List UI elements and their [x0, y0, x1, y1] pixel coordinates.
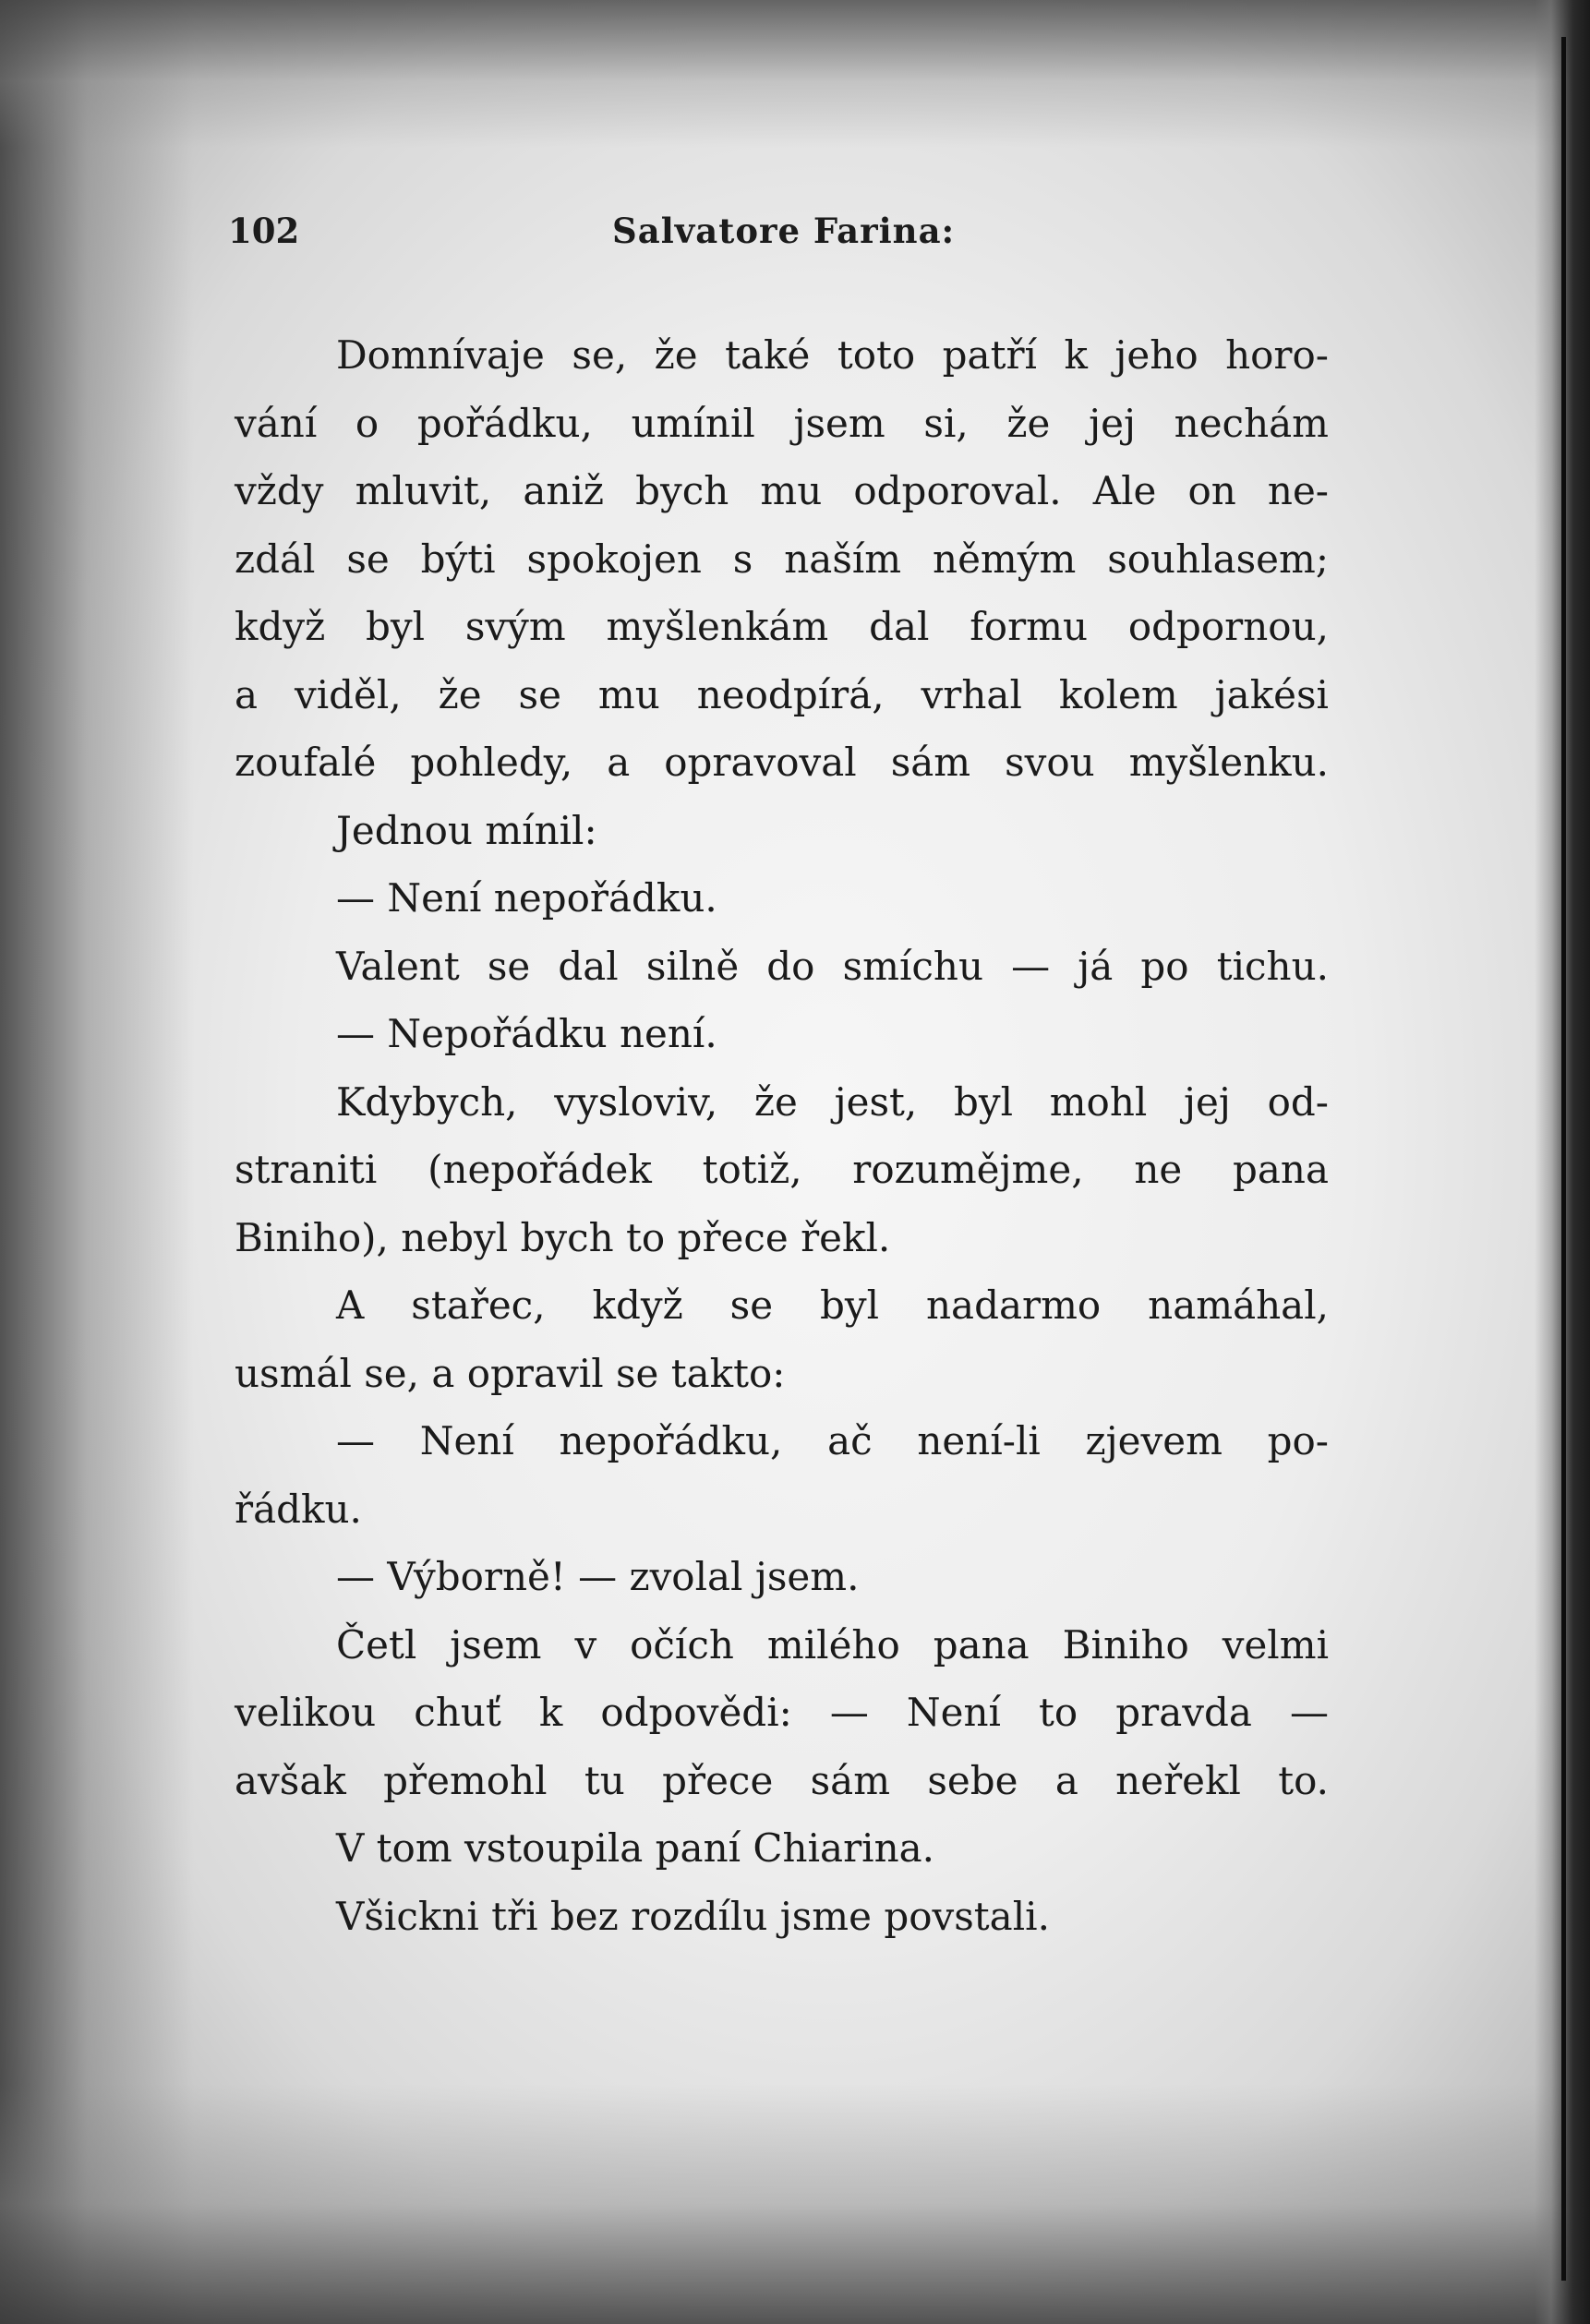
text-line: avšak přemohl tu přece sám sebe a neřekl to. [235, 1757, 1329, 1803]
binding-line [1561, 37, 1566, 2281]
text-line: řádku. [235, 1486, 362, 1532]
text-line: zoufalé pohledy, a opravoval sám svou myšlenku. [235, 740, 1329, 785]
text-line: Četl jsem v očích milého pana Biniho velmi [336, 1621, 1329, 1668]
text-line: Jednou mínil: [336, 807, 597, 853]
text-line: velikou chuť k odpovědi: — Není to pravda — [235, 1690, 1329, 1735]
text-line: — Výborně! — zvolal jsem. [336, 1554, 860, 1599]
text-line: V tom vstoupila paní Chiarina. [336, 1825, 935, 1871]
running-head: Salvatore Farina: [612, 211, 956, 251]
text-line: A stařec, když se byl nadarmo namáhal, [336, 1282, 1329, 1328]
page-shadow-top [0, 0, 1590, 148]
page-number: 102 [228, 211, 300, 251]
page-shadow-bottom [0, 2084, 1590, 2324]
text-line: Domnívaje se, že také toto patří k jeho horo- [336, 332, 1329, 378]
text-line: Kdybych, vysloviv, že jest, byl mohl jej od- [336, 1078, 1329, 1125]
text-line: usmál se, a opravil se takto: [235, 1350, 786, 1396]
page-header [228, 211, 1327, 257]
text-line: straniti (nepořádek totiž, rozumějme, ne pana [235, 1147, 1329, 1192]
text-line: — Není nepořádku, ač není-li zjevem po- [336, 1418, 1329, 1463]
text-line: vání o pořádku, umínil jsem si, že jej nechám [235, 400, 1329, 446]
text-line: zdál se býti spokojen s naším němým souhlasem; [235, 536, 1329, 582]
text-line: Všickni tři bez rozdílu jsme povstali. [336, 1893, 1050, 1939]
text-line: Valent se dal silně do smíchu — já po tichu. [336, 943, 1329, 989]
text-line: a viděl, že se mu neodpírá, vrhal kolem jakési [235, 671, 1329, 717]
page-shadow-left [0, 0, 194, 2324]
text-line: — Není nepořádku. [336, 875, 717, 921]
body-text [235, 321, 1329, 1950]
text-line: vždy mluvit, aniž bych mu odporoval. Ale on ne- [235, 468, 1329, 513]
text-line: — Nepořádku není. [336, 1011, 717, 1056]
text-line: když byl svým myšlenkám dal formu odpornou, [235, 604, 1329, 649]
text-line: Biniho), nebyl bych to přece řekl. [235, 1214, 891, 1260]
